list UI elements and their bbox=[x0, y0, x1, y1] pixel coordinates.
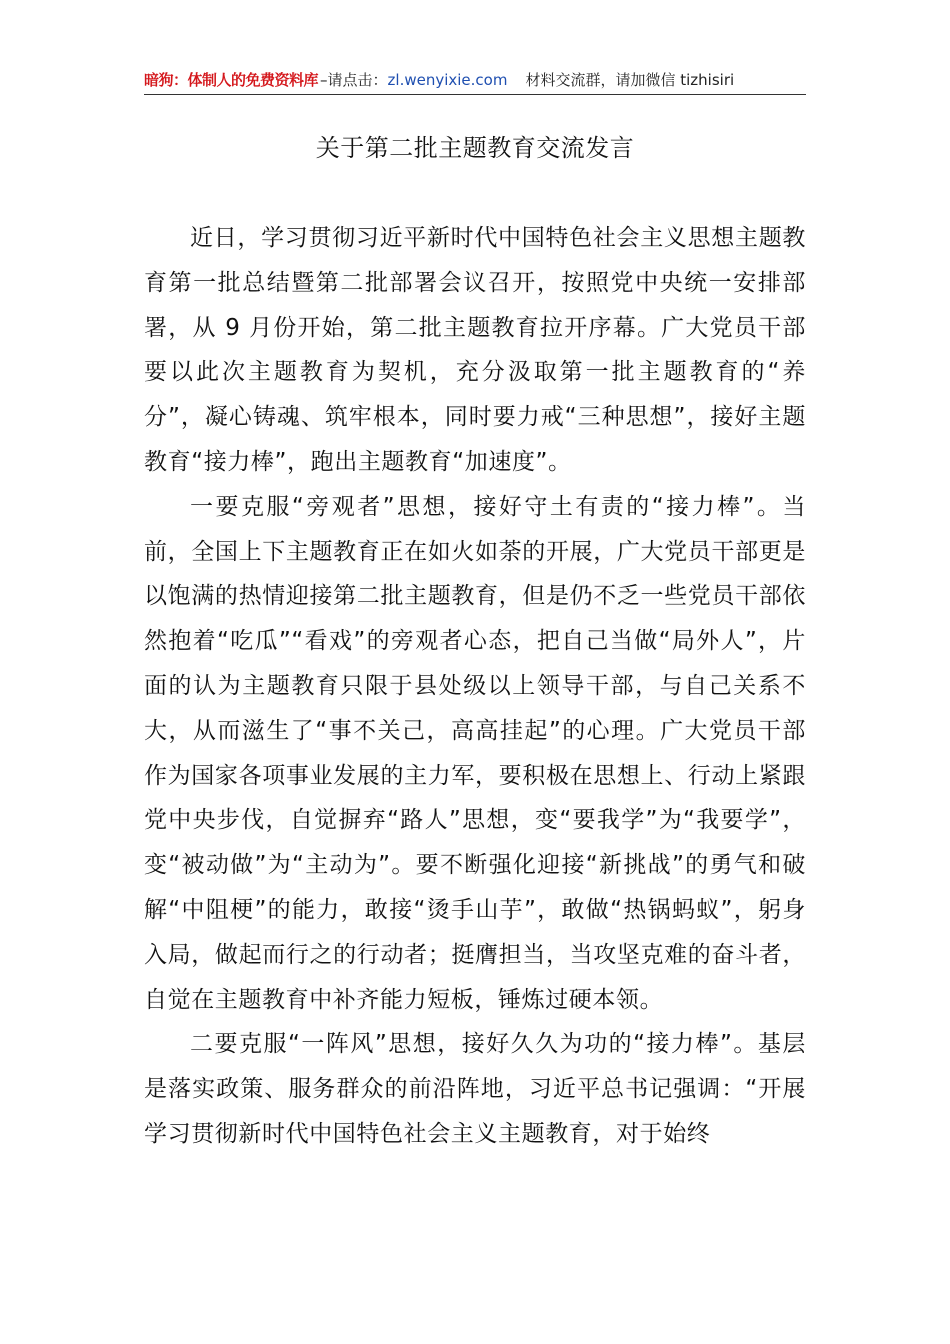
paragraph: 二要克服“一阵风”思想，接好久久为功的“接力棒”。基层是落实政策、服务群众的前沿阵地，习近平总书记强调：“开展学习贯彻新时代中国特色社会主义主题教育，对于始终 bbox=[144, 1031, 806, 1147]
document-title: 关于第二批主题教育交流发言 bbox=[315, 134, 635, 162]
header-brand: 暗狗：体制人的免费资料库 bbox=[144, 71, 319, 89]
page-header bbox=[144, 68, 806, 95]
header-click-prompt: –请点击： bbox=[320, 71, 388, 89]
header-link[interactable]: zl.wenyixie.com bbox=[387, 71, 508, 89]
paragraph: 近日，学习贯彻习近平新时代中国特色社会主义思想主题教育第一批总结暨第二批部署会议召开，按照党中央统一安排部署，从 9 月份开始，第二批主题教育拉开序幕。广大党员干部要以此次主题教育为契机，充分汲取第一批主题教育的“养分”，凝心铸魂、筑牢根本，同时要力戒“三种思想”，接好主题教育“接力棒”，跑出主题教育“加速度”。 bbox=[144, 225, 806, 475]
header-group-note: 材料交流群，请加微信 tizhisiri bbox=[525, 71, 735, 89]
paragraph: 一要克服“旁观者”思想，接好守土有责的“接力棒”。当前，全国上下主题教育正在如火如荼的开展，广大党员干部更是以饱满的热情迎接第二批主题教育，但是仍不乏一些党员干部依然抱着“吃瓜”“看戏”的旁观者心态，把自己当做“局外人”，片面的认为主题教育只限于县处级以上领导干部，与自己关系不大，从而滋生了“事不关己，高高挂起”的心理。广大党员干部作为国家各项事业发展的主力军，要积极在思想上、行动上紧跟党中央步伐，自觉摒弃“路人”思想，变“要我学”为“我要学”，变“被动做”为“主动为”。要不断强化迎接“新挑战”的勇气和破解“中阻梗”的能力，敢接“烫手山芋”，敢做“热锅蚂蚁”，躬身入局，做起而行之的行动者；挺膺担当，当攻坚克难的奋斗者，自觉在主题教育中补齐能力短板，锤炼过硬本领。 bbox=[144, 493, 806, 1013]
document-body bbox=[144, 216, 806, 1157]
